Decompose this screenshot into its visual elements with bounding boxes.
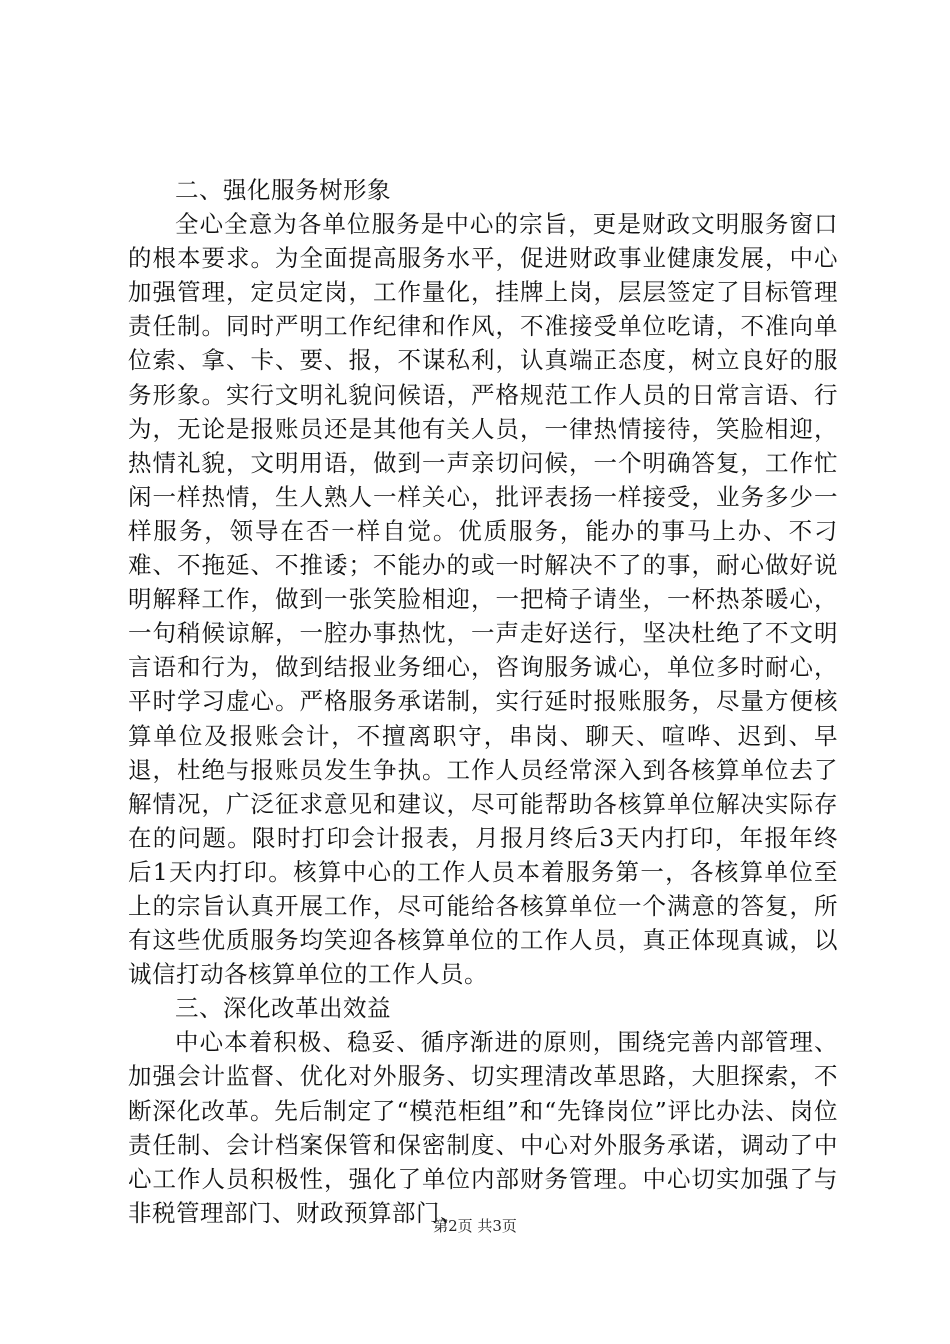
document-body (128, 173, 838, 1230)
section-paragraph-2: 全心全意为各单位服务是中心的宗旨，更是财政文明服务窗口的根本要求。为全面提高服务水平，促进财政事业健康发展，中心加强管理，定员定岗，工作量化，挂牌上岗，层层签定了目标管理责任制。同时严明工作纪律和作风，不准接受单位吃请，不准向单位索、拿、卡、要、报，不谋私利，认真端正态度，树立良好的服务形象。实行文明礼貌问候语，严格规范工作人员的日常言语、行为，无论是报账员还是其他有关人员，一律热情接待，笑脸相迎，热情礼貌，文明用语，做到一声亲切问候，一个明确答复，工作忙闲一样热情，生人熟人一样关心，批评表扬一样接受，业务多少一样服务，领导在否一样自觉。优质服务，能办的事马上办、不刁难、不拖延、不推诿；不能办的或一时解决不了的事，耐心做好说明解释工作，做到一张笑脸相迎，一把椅子请坐，一杯热茶暖心，一句稍候谅解，一腔办事热忱，一声走好送行，坚决杜绝了不文明言语和行为，做到结报业务细心，咨询服务诚心，单位多时耐心，平时学习虚心。严格服务承诺制，实行延时报账服务，尽量方便核算单位及报账会计，不擅离职守，串岗、聊天、喧哗、迟到、早退，杜绝与报账员发生争执。工作人员经常深入到各核算单位去了解情况，广泛征求意见和建议，尽可能帮助各核算单位解决实际存在的问题。限时打印会计报表，月报月终后3天内打印，年报年终后1天内打印。核算中心的工作人员本着服务第一，各核算单位至上的宗旨认真开展工作，尽可能给各核算单位一个满意的答复，所有这些优质服务均笑迎各核算单位的工作人员，真正体现真诚，以诚信打动各核算单位的工作人员。 (128, 210, 838, 989)
section-paragraph-3: 中心本着积极、稳妥、循序渐进的原则，围绕完善内部管理、加强会计监督、优化对外服务、切实理清改革思路，大胆探索，不断深化改革。先后制定了“模范柜组”和“先锋岗位”评比办法、岗位责任制、会计档案保管和保密制度、中心对外服务承诺，调动了中心工作人员积极性，强化了单位内部财务管理。中心切实加强了与非税管理部门、财政预算部门、 (128, 1028, 838, 1227)
section-heading-2: 二、强化服务树形象 (175, 176, 391, 204)
section-heading-3: 三、深化改革出效益 (175, 994, 391, 1023)
page-number-footer: 第2页 共3页 (433, 1217, 517, 1235)
